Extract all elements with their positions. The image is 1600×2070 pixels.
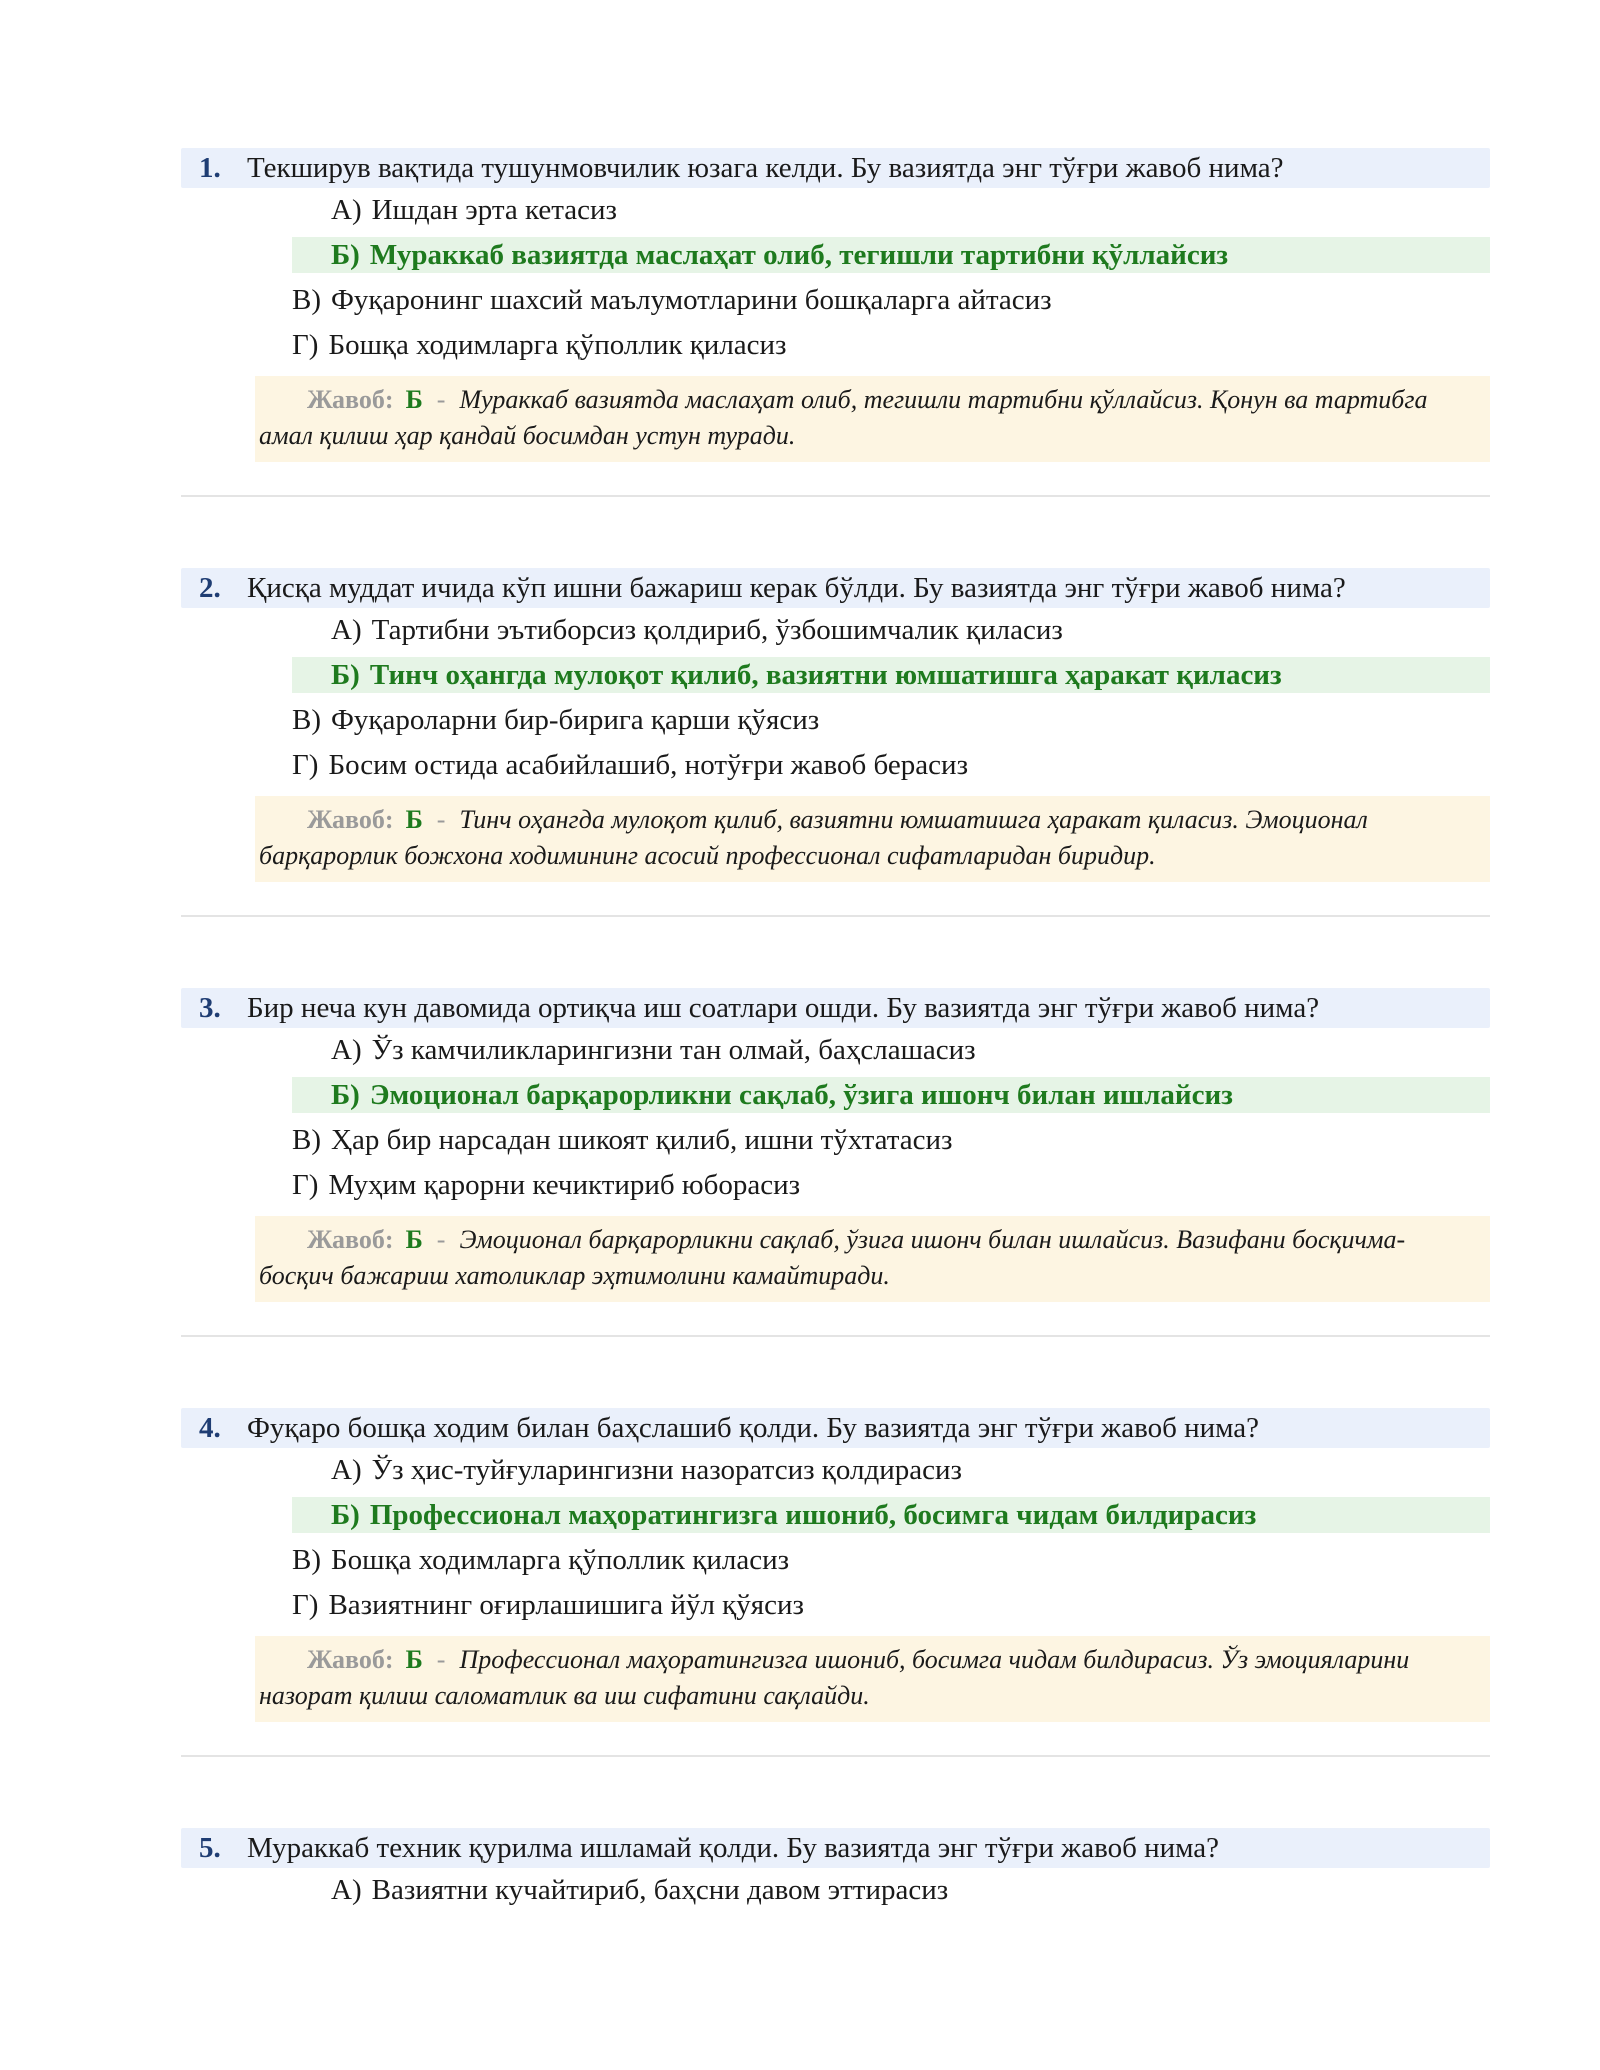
option-letter: Г) (292, 749, 319, 781)
answer-dash: - (436, 1225, 446, 1254)
option-letter: В) (292, 1544, 321, 1576)
question-number: 2. (199, 571, 221, 604)
option-letter: А) (331, 194, 362, 226)
answer-label: Жавоб: (307, 1645, 394, 1674)
answer-label: Жавоб: (307, 1225, 394, 1254)
option-text: Бошқа ходимларга қўполлик қиласиз (328, 329, 787, 361)
option-text: Ўз камчиликларингизни тан олмай, баҳслашасиз (371, 1034, 976, 1066)
option-g[interactable] (181, 743, 1490, 788)
answer-letter: Б (405, 1225, 423, 1254)
question-header (181, 988, 1490, 1028)
option-a[interactable] (181, 188, 1490, 233)
option-letter: Б) (331, 658, 360, 691)
answer-dash: - (436, 1645, 446, 1674)
question-header (181, 1408, 1490, 1448)
answer-explanation (255, 1216, 1490, 1302)
option-letter: А) (331, 1454, 362, 1486)
option-text: Эмоционал барқарорликни сақлаб, ўзига ишонч билан ишлайсиз (369, 1078, 1233, 1111)
answer-dash: - (436, 385, 446, 414)
question-header (181, 148, 1490, 188)
option-a[interactable] (181, 608, 1490, 653)
option-b-correct[interactable] (292, 657, 1490, 693)
option-text: Вазиятнинг оғирлашишига йўл қўясиз (328, 1589, 804, 1621)
option-text: Вазиятни кучайтириб, баҳсни давом эттирасиз (371, 1874, 949, 1906)
option-letter: А) (331, 1034, 362, 1066)
question-text: Текширув вақтида тушунмовчилик юзага келди. Бу вазиятда энг тўғри жавоб нима? (247, 151, 1284, 184)
option-text: Муҳим қарорни кечиктириб юборасиз (328, 1169, 801, 1201)
option-v[interactable] (181, 1538, 1490, 1583)
option-b-correct[interactable] (292, 237, 1490, 273)
option-letter: В) (292, 284, 321, 316)
option-text: Бошқа ходимларга қўполлик қиласиз (331, 1544, 790, 1576)
question-number: 3. (199, 991, 221, 1024)
option-g[interactable] (181, 323, 1490, 368)
question-block (181, 1408, 1490, 1722)
option-text: Босим остида асабийлашиб, нотўғри жавоб берасиз (328, 749, 969, 781)
option-a[interactable] (181, 1868, 1490, 1913)
question-text: Мураккаб техник қурилма ишламай қолди. Бу вазиятда энг тўғри жавоб нима? (247, 1831, 1220, 1864)
answer-dash: - (436, 805, 446, 834)
option-letter: В) (292, 1124, 321, 1156)
answer-text: Профессионал маҳоратингизга ишониб, босимга чидам билдирасиз. Ўз эмоцияларини назорат қилиш саломатлик ва иш сифатини сақлайди. (259, 1645, 1410, 1710)
option-text: Тинч оҳангда мулоқот қилиб, вазиятни юмшатишга ҳаракат қиласиз (369, 658, 1282, 691)
answer-letter: Б (405, 1645, 423, 1674)
question-number: 1. (199, 151, 221, 184)
option-text: Ишдан эрта кетасиз (371, 194, 617, 226)
answer-label: Жавоб: (307, 385, 394, 414)
answer-text: Тинч оҳангда мулоқот қилиб, вазиятни юмшатишга ҳаракат қиласиз. Эмоционал барқарорлик божхона ходимининг асосий профессионал сифатларидан биридир. (259, 805, 1368, 870)
question-block (181, 568, 1490, 882)
answer-label: Жавоб: (307, 805, 394, 834)
answer-explanation (255, 376, 1490, 462)
option-b-correct[interactable] (292, 1077, 1490, 1113)
option-letter: А) (331, 1874, 362, 1906)
question-text: Фуқаро бошқа ходим билан баҳслашиб қолди. Бу вазиятда энг тўғри жавоб нима? (247, 1411, 1260, 1444)
option-letter: Г) (292, 329, 319, 361)
question-text: Бир неча кун давомида ортиқча иш соатлари ошди. Бу вазиятда энг тўғри жавоб нима? (247, 991, 1320, 1024)
option-text: Фуқароларни бир-бирига қарши қўясиз (331, 704, 820, 736)
option-v[interactable] (181, 1118, 1490, 1163)
option-b-correct[interactable] (292, 1497, 1490, 1533)
question-block (181, 1828, 1490, 1913)
option-g[interactable] (181, 1163, 1490, 1208)
option-letter: Б) (331, 1498, 360, 1531)
answer-text: Мураккаб вазиятда маслаҳат олиб, тегишли тартибни қўллайсиз. Қонун ва тартибга амал қилиш ҳар қандай босимдан устун туради. (259, 385, 1428, 450)
option-a[interactable] (181, 1448, 1490, 1493)
answer-letter: Б (405, 385, 423, 414)
divider (181, 495, 1490, 497)
divider (181, 1335, 1490, 1337)
option-g[interactable] (181, 1583, 1490, 1628)
option-text: Ҳар бир нарсадан шикоят қилиб, ишни тўхтатасиз (331, 1124, 953, 1156)
question-number: 4. (199, 1411, 221, 1444)
option-v[interactable] (181, 698, 1490, 743)
option-v[interactable] (181, 278, 1490, 323)
answer-letter: Б (405, 805, 423, 834)
answer-text: Эмоционал барқарорликни сақлаб, ўзига ишонч билан ишлайсиз. Вазифани босқичма-босқич бажариш хатоликлар эҳтимолини камайтиради. (259, 1225, 1406, 1290)
option-letter: Б) (331, 238, 360, 271)
option-letter: Г) (292, 1169, 319, 1201)
option-letter: Г) (292, 1589, 319, 1621)
divider (181, 1755, 1490, 1757)
divider (181, 915, 1490, 917)
option-a[interactable] (181, 1028, 1490, 1073)
option-text: Ўз ҳис-туйғуларингизни назоратсиз қолдирасиз (371, 1454, 962, 1486)
question-block (181, 988, 1490, 1302)
question-block (181, 148, 1490, 462)
option-text: Тартибни эътиборсиз қолдириб, ўзбошимчалик қиласиз (371, 614, 1063, 646)
option-text: Фуқаронинг шахсий маълумотларини бошқаларга айтасиз (331, 284, 1052, 316)
question-header (181, 1828, 1490, 1868)
answer-explanation (255, 796, 1490, 882)
option-letter: А) (331, 614, 362, 646)
option-text: Мураккаб вазиятда маслаҳат олиб, тегишли тартибни қўллайсиз (369, 238, 1229, 271)
question-number: 5. (199, 1831, 221, 1864)
answer-explanation (255, 1636, 1490, 1722)
option-text: Профессионал маҳоратингизга ишониб, босимга чидам билдирасиз (369, 1498, 1257, 1531)
option-letter: Б) (331, 1078, 360, 1111)
option-letter: В) (292, 704, 321, 736)
question-text: Қисқа муддат ичида кўп ишни бажариш керак бўлди. Бу вазиятда энг тўғри жавоб нима? (247, 571, 1346, 604)
question-header (181, 568, 1490, 608)
